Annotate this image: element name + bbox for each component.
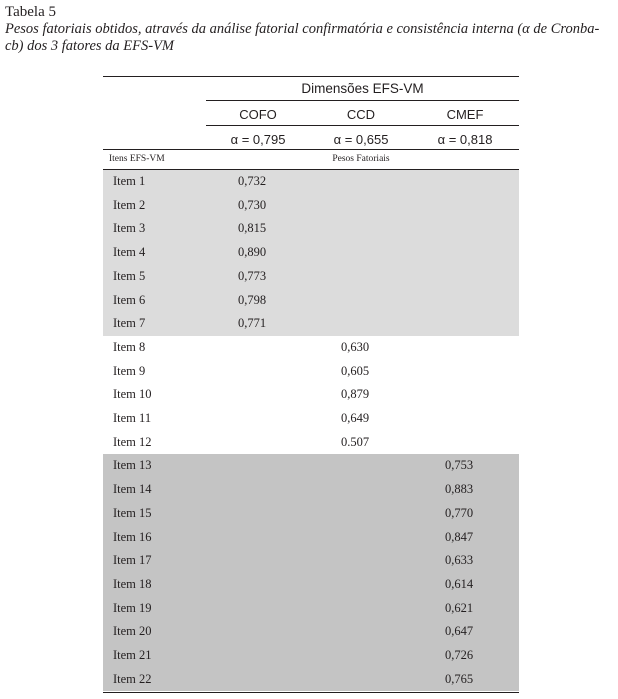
- row-header: Itens EFS-VM: [109, 154, 165, 164]
- item-label: Item 15: [113, 505, 152, 520]
- column-header-ccd: CCD: [346, 107, 376, 122]
- loading-value: 0,730: [238, 197, 267, 212]
- table-row: [103, 549, 519, 573]
- table-row: [103, 573, 519, 597]
- loading-value: 0,732: [238, 174, 267, 188]
- table-label: Tabela 5: [5, 4, 57, 20]
- table-row: [103, 217, 519, 241]
- loading-value: 0.507: [341, 434, 370, 449]
- table-title-line-1: Pesos fatoriais obtidos, através da análise fatorial confirmatória e consistência interna (α de Cronba-: [5, 21, 600, 37]
- item-label: Item 19: [113, 600, 152, 615]
- loading-value: 0,771: [238, 316, 267, 331]
- item-label: Item 11: [113, 411, 152, 425]
- item-label: Item 4: [113, 245, 146, 260]
- loading-value: 0,770: [445, 505, 474, 520]
- item-label: Item 12: [113, 434, 152, 449]
- loading-value: 0,847: [445, 529, 474, 544]
- item-label: Item 20: [113, 624, 152, 639]
- table-row: [103, 454, 519, 478]
- item-label: Item 8: [113, 339, 146, 354]
- table-row: [103, 620, 519, 644]
- bottom-rule: [103, 692, 519, 693]
- top-rule: [103, 76, 519, 77]
- item-label: Item 10: [113, 387, 152, 402]
- item-label: Item 1: [113, 174, 146, 188]
- item-label: Item 13: [113, 458, 152, 473]
- loading-value: 0,605: [341, 363, 370, 378]
- loading-value: 0,614: [445, 576, 474, 591]
- loading-value: 0,633: [445, 553, 474, 568]
- loading-value: 0,649: [341, 411, 370, 425]
- column-header-cofo: COFO: [239, 107, 277, 122]
- alpha-underline: [103, 149, 519, 150]
- loading-value: 0,798: [238, 292, 267, 307]
- table-row: [103, 644, 519, 668]
- table-row: [103, 478, 519, 502]
- table-title-line-2: cb) dos 3 fatores da EFS-VM: [5, 38, 175, 54]
- table-row: [103, 502, 519, 526]
- item-label: Item 18: [113, 576, 152, 591]
- loading-value: 0,815: [238, 221, 267, 236]
- table-row: [103, 431, 519, 455]
- alpha-cofo: α = 0,795: [230, 132, 286, 147]
- loading-value: 0,630: [341, 339, 370, 354]
- loading-value: 0,883: [445, 482, 474, 497]
- dimensions-title: Dimensões EFS-VM: [301, 81, 424, 96]
- table-caption: [5, 4, 613, 55]
- column-header-underline: [206, 125, 519, 126]
- item-label: Item 5: [113, 268, 146, 283]
- loading-value: 0,753: [445, 458, 474, 473]
- loading-value: 0,726: [445, 648, 474, 662]
- table-row: [103, 312, 519, 336]
- item-label: Item 14: [113, 482, 152, 497]
- loading-value: 0,647: [445, 624, 474, 639]
- column-header-cmef: CMEF: [446, 107, 484, 122]
- item-label: Item 16: [113, 529, 152, 544]
- table-row: [103, 289, 519, 313]
- table-row: [103, 265, 519, 289]
- item-label: Item 2: [113, 197, 146, 212]
- alpha-ccd: α = 0,655: [333, 132, 389, 147]
- loading-value: 0,879: [341, 387, 370, 402]
- table-row: [103, 170, 519, 194]
- loading-value: 0,621: [445, 600, 474, 615]
- loading-value: 0,765: [445, 671, 474, 686]
- dimensions-underline: [206, 100, 519, 101]
- loading-value: 0,773: [238, 268, 267, 283]
- alpha-cmef: α = 0,818: [437, 132, 493, 147]
- table-row: [103, 668, 519, 692]
- loading-value: 0,890: [238, 245, 267, 260]
- item-label: Item 21: [113, 648, 152, 662]
- table-row: [103, 336, 519, 360]
- table-row: [103, 597, 519, 621]
- table-row: [103, 241, 519, 265]
- table-row: [103, 407, 519, 431]
- table-row: [103, 383, 519, 407]
- item-label: Item 17: [113, 553, 152, 568]
- item-label: Item 22: [113, 671, 152, 686]
- item-label: Item 6: [113, 292, 146, 307]
- loadings-header: Pesos Fatoriais: [332, 154, 390, 164]
- table-row: [103, 526, 519, 550]
- item-label: Item 7: [113, 316, 146, 331]
- item-label: Item 3: [113, 221, 146, 236]
- table-row: [103, 360, 519, 384]
- item-label: Item 9: [113, 363, 146, 378]
- table-row: [103, 194, 519, 218]
